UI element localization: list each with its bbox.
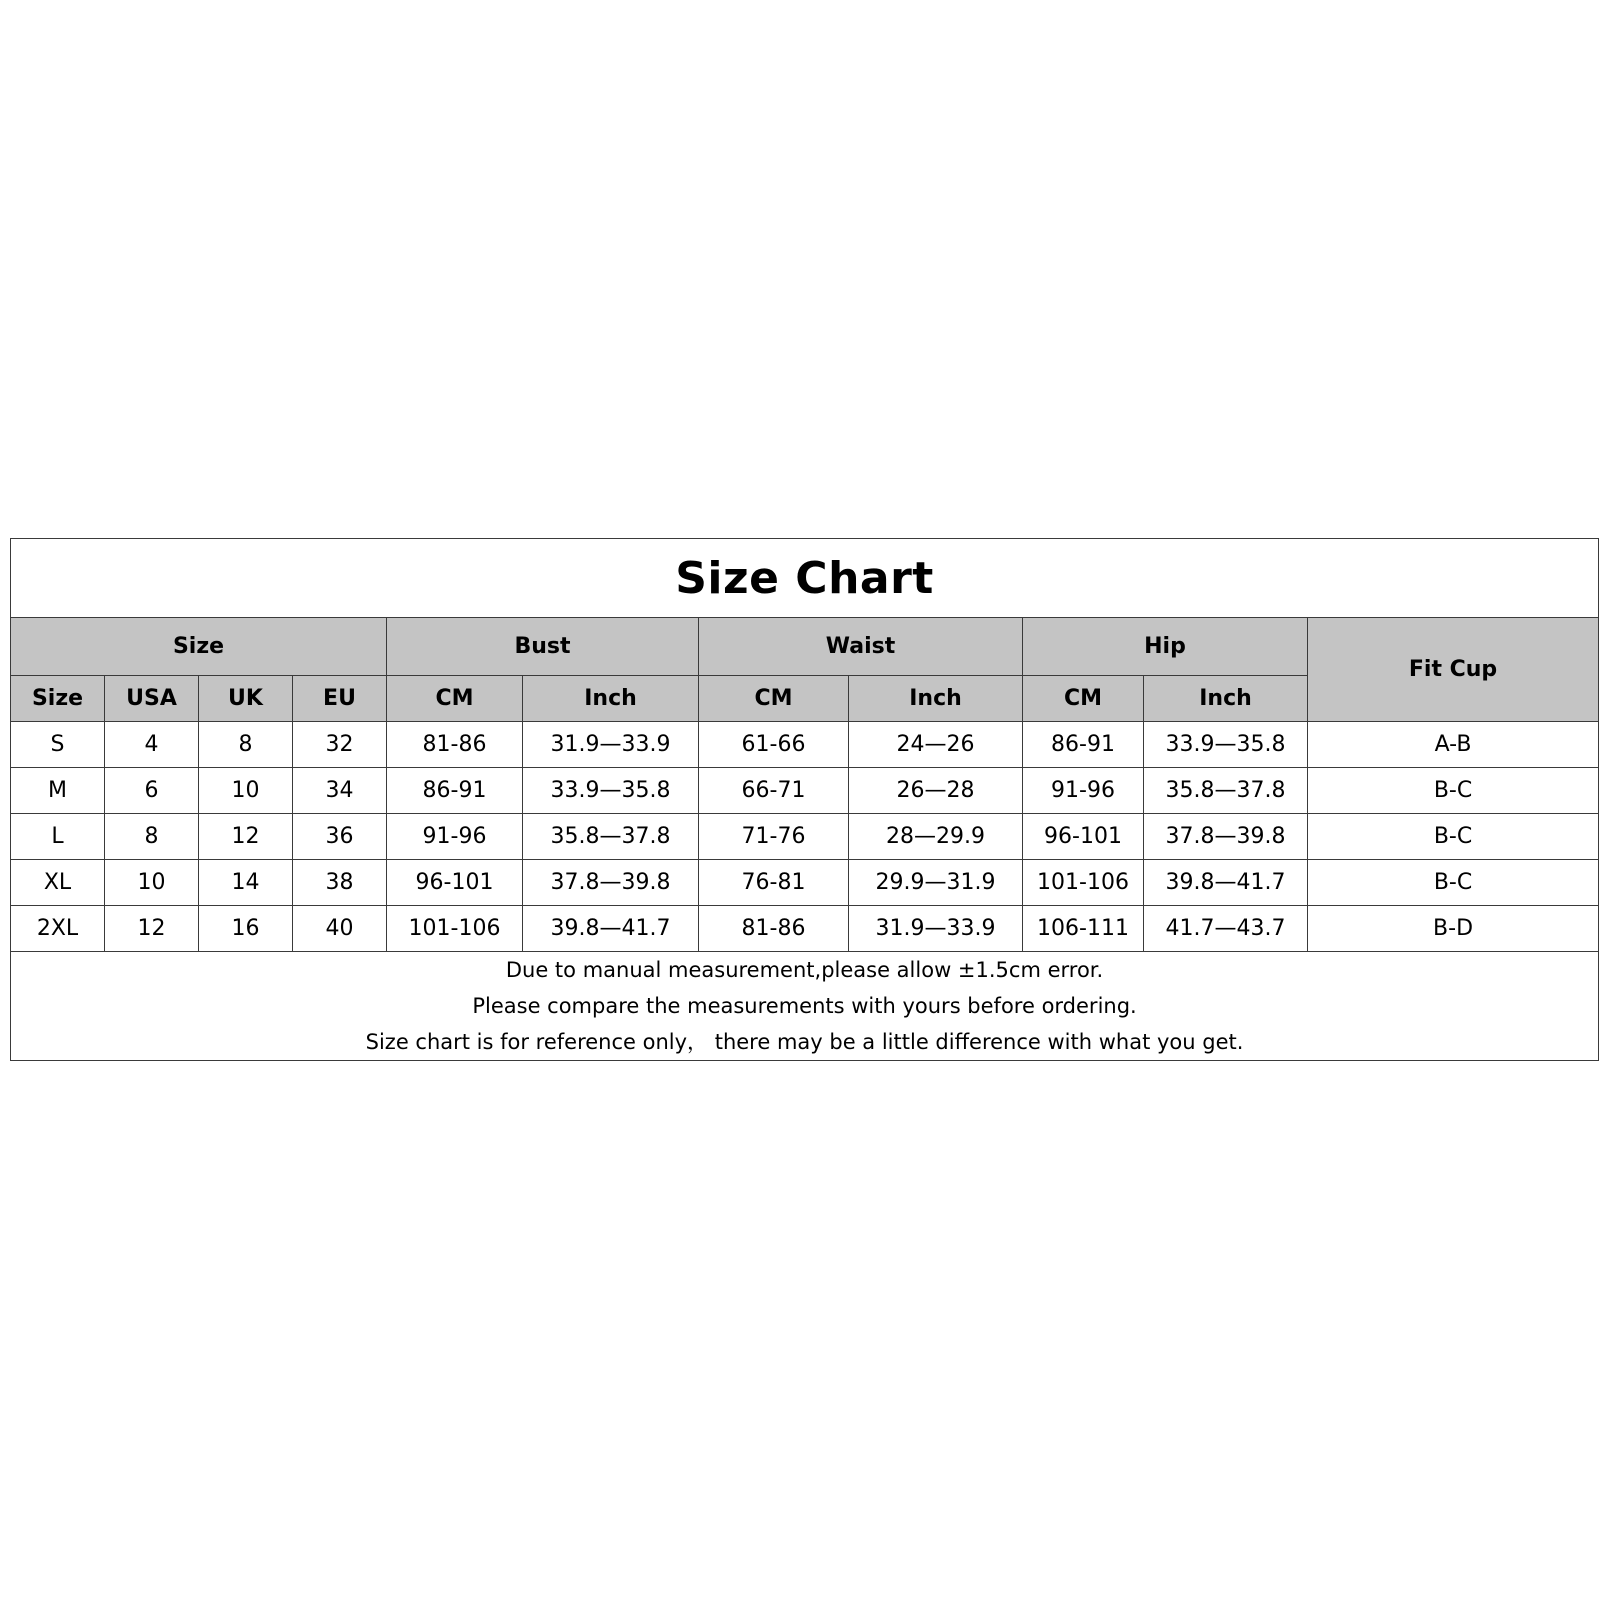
table-row (11, 722, 1599, 768)
table-cell: 40 (293, 906, 387, 952)
table-cell: 35.8—37.8 (1144, 768, 1308, 814)
table-cell: 71-76 (699, 814, 849, 860)
waist-group-header: Waist (699, 618, 1023, 676)
note-compare-measurements: Please compare the measurements with yours before ordering. (472, 994, 1137, 1018)
group-header-row (11, 618, 1599, 676)
table-cell: 76-81 (699, 860, 849, 906)
size-chart-table (10, 538, 1599, 1061)
table-cell: XL (11, 860, 105, 906)
sub-header-hip-inch: Inch (1144, 676, 1308, 722)
table-cell: 39.8—41.7 (1144, 860, 1308, 906)
table-cell: 38 (293, 860, 387, 906)
table-cell: 81-86 (699, 906, 849, 952)
table-cell: A-B (1308, 722, 1599, 768)
table-cell: 101-106 (1023, 860, 1144, 906)
sub-header-bust-cm: CM (387, 676, 523, 722)
table-cell: 37.8—39.8 (1144, 814, 1308, 860)
table-cell: 12 (199, 814, 293, 860)
table-cell: 101-106 (387, 906, 523, 952)
table-cell: 31.9—33.9 (523, 722, 699, 768)
table-cell: 33.9—35.8 (523, 768, 699, 814)
chart-title: Size Chart (11, 539, 1599, 618)
table-cell: 81-86 (387, 722, 523, 768)
table-cell: 33.9—35.8 (1144, 722, 1308, 768)
table-cell: 10 (105, 860, 199, 906)
sub-header-eu: EU (293, 676, 387, 722)
sub-header-waist-inch: Inch (849, 676, 1023, 722)
table-cell: 36 (293, 814, 387, 860)
table-cell: 8 (105, 814, 199, 860)
table-row (11, 768, 1599, 814)
table-cell: B-C (1308, 860, 1599, 906)
table-cell: 86-91 (1023, 722, 1144, 768)
table-cell: 106-111 (1023, 906, 1144, 952)
table-cell: 24—26 (849, 722, 1023, 768)
hip-group-header: Hip (1023, 618, 1308, 676)
table-row (11, 814, 1599, 860)
table-cell: 28—29.9 (849, 814, 1023, 860)
table-cell: 32 (293, 722, 387, 768)
notes-row (11, 952, 1599, 1061)
fit-cup-header: Fit Cup (1308, 618, 1599, 722)
sub-header-size: Size (11, 676, 105, 722)
table-cell: 91-96 (1023, 768, 1144, 814)
size-group-header: Size (11, 618, 387, 676)
table-cell: 26—28 (849, 768, 1023, 814)
sub-header-usa: USA (105, 676, 199, 722)
table-cell: 61-66 (699, 722, 849, 768)
table-cell: 2XL (11, 906, 105, 952)
note-reference-only: Size chart is for reference only， there may be a little difference with what you get. (365, 1030, 1244, 1054)
table-cell: 10 (199, 768, 293, 814)
table-cell: 35.8—37.8 (523, 814, 699, 860)
table-cell: M (11, 768, 105, 814)
table-cell: 6 (105, 768, 199, 814)
table-cell: 14 (199, 860, 293, 906)
table-cell: B-D (1308, 906, 1599, 952)
table-cell: 41.7—43.7 (1144, 906, 1308, 952)
table-cell: 34 (293, 768, 387, 814)
sub-header-hip-cm: CM (1023, 676, 1144, 722)
sub-header-waist-cm: CM (699, 676, 849, 722)
table-cell: 86-91 (387, 768, 523, 814)
table-cell: B-C (1308, 814, 1599, 860)
table-cell: 16 (199, 906, 293, 952)
table-cell: 96-101 (1023, 814, 1144, 860)
table-cell: 29.9—31.9 (849, 860, 1023, 906)
sub-header-bust-inch: Inch (523, 676, 699, 722)
table-cell: 91-96 (387, 814, 523, 860)
table-cell: 66-71 (699, 768, 849, 814)
sub-header-uk: UK (199, 676, 293, 722)
table-cell: 31.9—33.9 (849, 906, 1023, 952)
title-row (11, 539, 1599, 618)
bust-group-header: Bust (387, 618, 699, 676)
table-cell: 96-101 (387, 860, 523, 906)
table-cell: 39.8—41.7 (523, 906, 699, 952)
table-cell: S (11, 722, 105, 768)
table-cell: 4 (105, 722, 199, 768)
note-measurement-error: Due to manual measurement,please allow ±1.5cm error. (505, 958, 1104, 982)
table-cell: 37.8—39.8 (523, 860, 699, 906)
table-cell: B-C (1308, 768, 1599, 814)
table-cell: 8 (199, 722, 293, 768)
table-row (11, 906, 1599, 952)
notes-cell (11, 952, 1599, 1061)
table-row (11, 860, 1599, 906)
table-cell: L (11, 814, 105, 860)
table-cell: 12 (105, 906, 199, 952)
